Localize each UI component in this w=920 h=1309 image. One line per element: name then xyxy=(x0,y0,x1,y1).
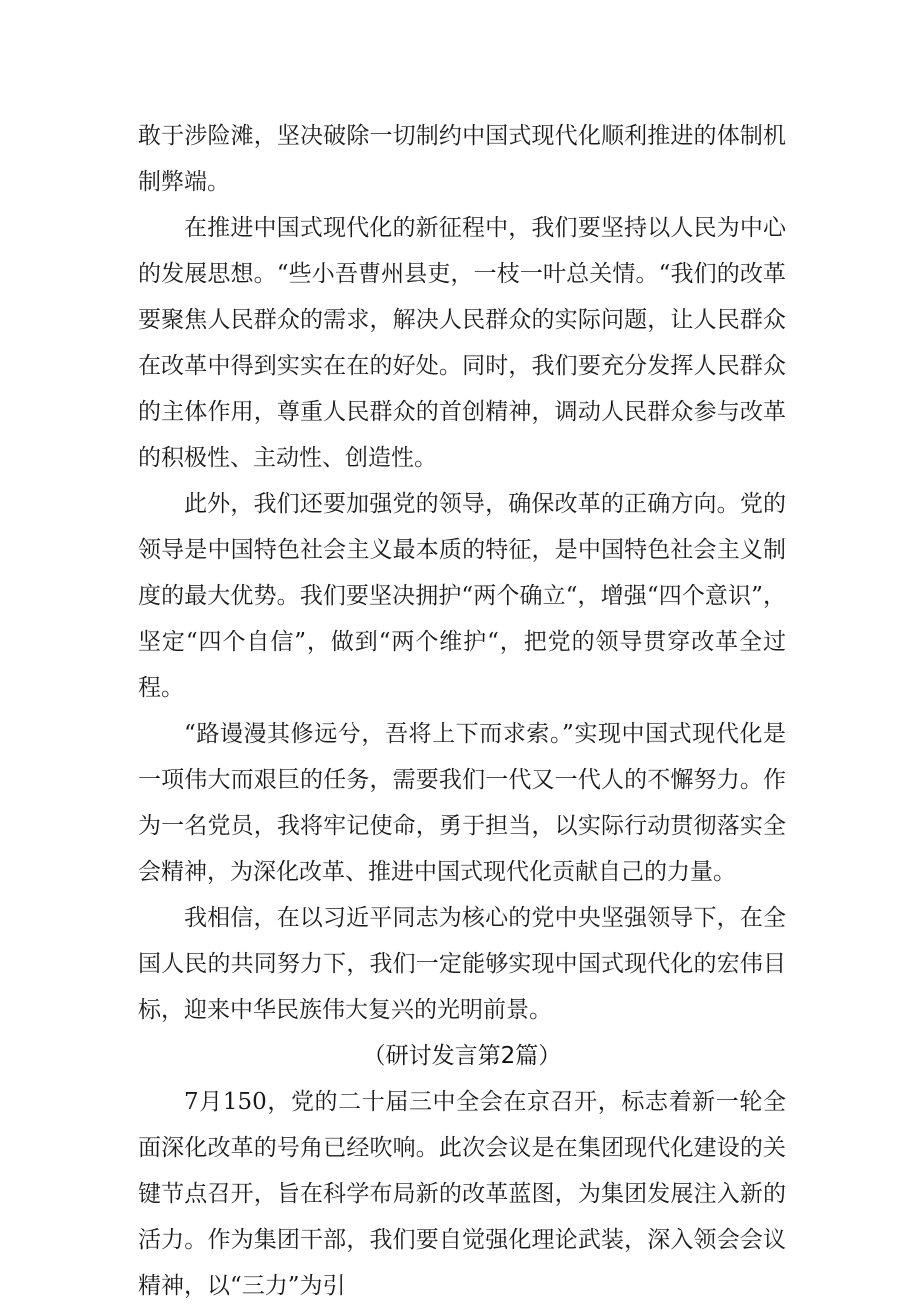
paragraph-1: 敢于涉险滩，坚决破除一切制约中国式现代化顺利推进的体制机制弊端。 xyxy=(138,123,786,195)
paragraph-4: “路谩漫其修远兮，吾将上下而求索。”实现中国式现代化是一项伟大而艰巨的任务，需要我们一代又一代人的不懈努力。作为一名党员，我将牢记使命，勇于担当，以实际行动贯彻落实全会精神，为深化改革、推进中国式现代化贡献自己的力量。 xyxy=(138,721,786,885)
paragraph-5: 我相信，在以习近平同志为核心的党中央坚强领导下，在全国人民的共同努力下，我们一定能够实现中国式现代化的宏伟目标，迎来中华民族伟大复兴的光明前景。 xyxy=(138,905,786,1023)
paragraph-2: 在推进中国式现代化的新征程中，我们要坚持以人民为中心的发展思想。“些小吾曹州县吏，一枝一叶总关情。“我们的改革要聚焦人民群众的需求，解决人民群众的实际问题，让人民群众在改革中得到实实在在的好处。同时，我们要充分发挥人民群众的主体作用，尊重人民群众的首创精神，调动人民群众参与改革的积极性、主动性、创造性。 xyxy=(138,215,786,471)
document-body xyxy=(138,113,786,1309)
paragraph-6: 7月150，党的二十届三中全会在京召开，标志着新一轮全面深化改革的号角已经吹响。此次会议是在集团现代化建设的关键节点召开，旨在科学布局新的改革蓝图，为集团发展注入新的活力。作为集团干部，我们要自觉强化理论武装，深入领会会议精神，以“三力”为引 xyxy=(138,1089,786,1299)
section-heading: （研讨发言第2篇） xyxy=(362,1043,562,1069)
paragraph-3: 此外，我们还要加强党的领导，确保改革的正确方向。党的领导是中国特色社会主义最本质的特征，是中国特色社会主义制度的最大优势。我们要坚决拥护“两个确立“，增强“四个意识”，坚定“四个自信”，做到“两个维护“，把党的领导贯穿改革全过程。 xyxy=(138,491,786,701)
